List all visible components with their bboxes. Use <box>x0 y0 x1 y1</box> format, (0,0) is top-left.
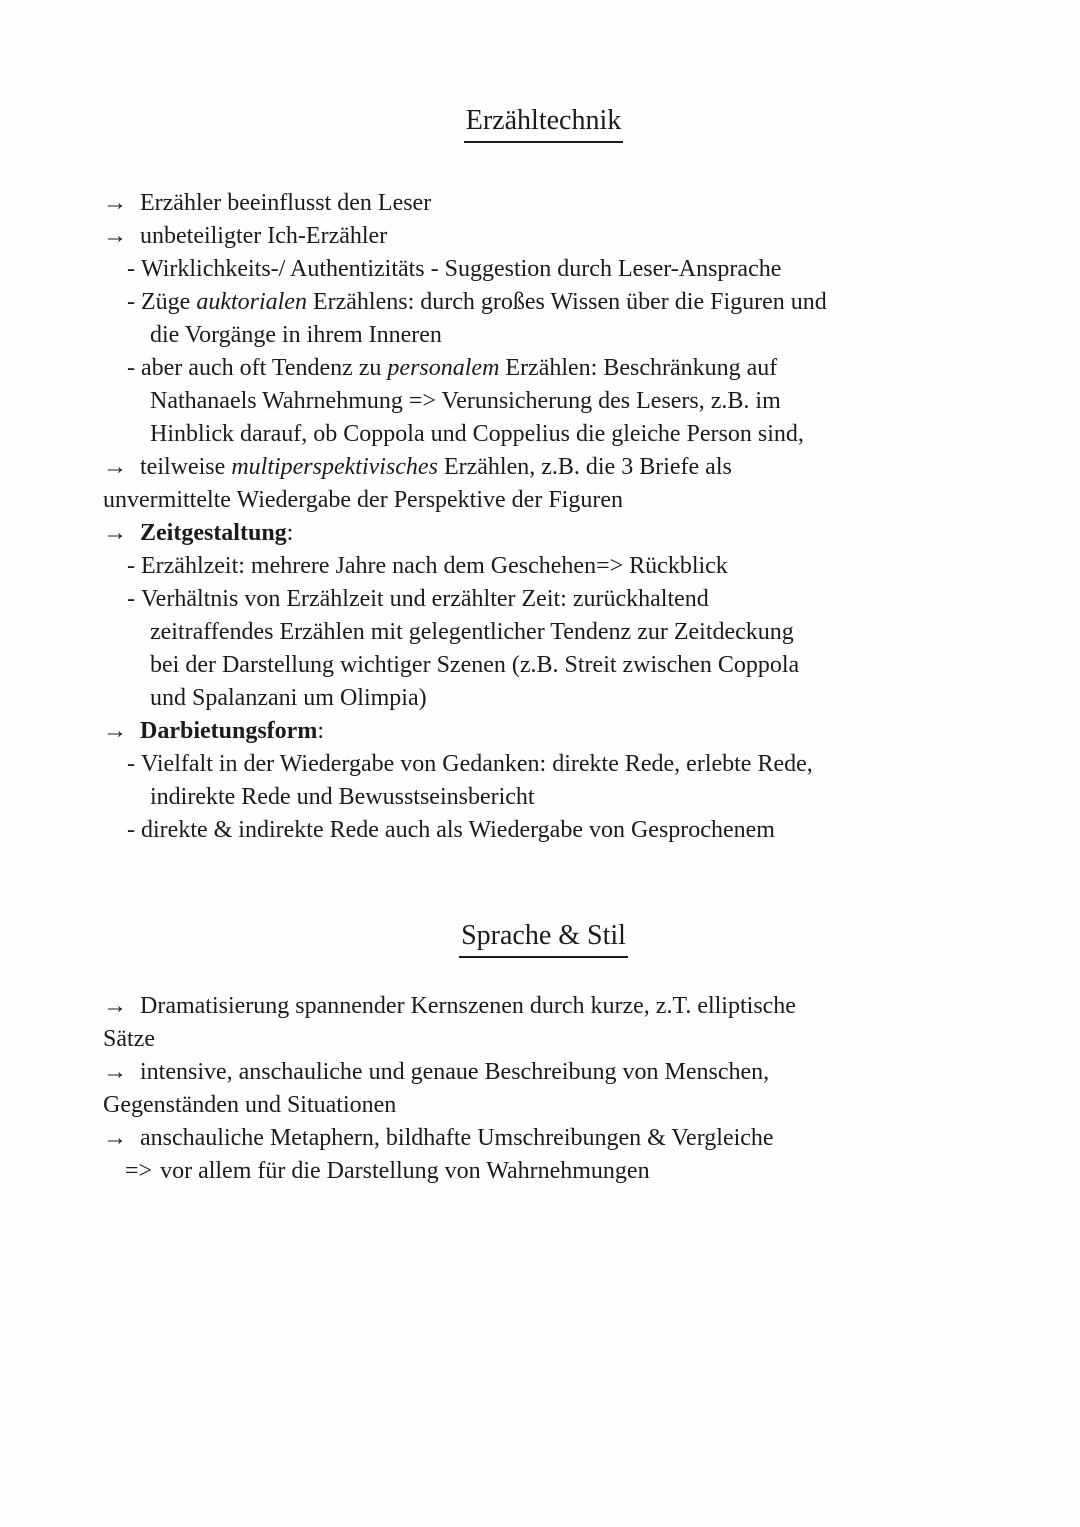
text-line <box>103 616 984 649</box>
text-line <box>103 715 984 748</box>
text-line <box>103 550 984 583</box>
text-line <box>103 748 984 781</box>
text-segment: Hinblick darauf, ob Coppola und Coppelius die gleiche Person sind, <box>150 421 804 447</box>
dash-bullet-icon: - <box>127 751 135 777</box>
heading-text: Sprache & Stil <box>459 917 628 958</box>
text-segment: anschauliche Metaphern, bildhafte Umschreibungen & Vergleiche <box>140 1125 774 1151</box>
text-segment: zeitraffendes Erzählen mit gelegentlicher Tendenz zur Zeitdeckung <box>150 619 794 645</box>
text-line <box>103 418 984 451</box>
dash-bullet-icon: - <box>127 553 135 579</box>
arrow-bullet-icon: → <box>103 454 127 480</box>
text-line <box>103 1089 984 1122</box>
text-segment: Nathanaels Wahrnehmung => Verunsicherung des Lesers, z.B. im <box>150 388 781 414</box>
text-line <box>103 583 984 616</box>
arrow-bullet-icon: → <box>103 718 127 744</box>
text-segment: Dramatisierung spannender Kernszenen durch kurze, z.T. elliptische <box>140 993 796 1019</box>
dash-bullet-icon: - <box>127 355 135 381</box>
text-segment: vor allem für die Darstellung von Wahrnehmungen <box>160 1158 650 1184</box>
text-line <box>103 187 984 220</box>
text-segment: Erzählens: durch großes Wissen über die Figuren und <box>306 289 827 315</box>
text-segment: indirekte Rede und Bewusstseinsbericht <box>150 784 535 810</box>
text-segment: Erzählen: Beschränkung auf <box>499 355 778 381</box>
arrow-bullet-icon: → <box>103 520 127 546</box>
text-segment: Züge <box>141 289 197 315</box>
text-line <box>103 1122 984 1155</box>
text-segment: multiperspektivisches <box>231 454 438 480</box>
text-line <box>103 385 984 418</box>
text-line <box>103 352 984 385</box>
text-segment: Erzählzeit: mehrere Jahre nach dem Geschehen=> Rückblick <box>141 553 728 579</box>
dash-bullet-icon: - <box>127 586 135 612</box>
text-segment: direkte & indirekte Rede auch als Wiedergabe von Gesprochenem <box>141 817 775 843</box>
text-segment: Wirklichkeits-/ Authentizitäts - Suggestion durch Leser-Ansprache <box>141 256 782 282</box>
text-line <box>103 990 984 1023</box>
text-segment: intensive, anschauliche und genaue Beschreibung von Menschen, <box>140 1059 770 1085</box>
arrow-bullet-icon: → <box>103 223 127 249</box>
text-line <box>103 220 984 253</box>
text-line <box>103 1023 984 1056</box>
text-segment: Zeitgestaltung <box>140 520 287 546</box>
text-segment: teilweise <box>140 454 232 480</box>
text-segment: : <box>286 520 294 546</box>
section-erzaehltechnik <box>103 102 984 847</box>
text-segment: Sätze <box>103 1026 155 1052</box>
text-segment: personalem <box>387 355 500 381</box>
text-line <box>103 649 984 682</box>
text-line <box>103 781 984 814</box>
text-line <box>103 682 984 715</box>
text-line <box>103 319 984 352</box>
text-segment: Erzähler beeinflusst den Leser <box>140 190 432 216</box>
text-segment: unbeteiligter Ich-Erzähler <box>140 223 388 249</box>
text-segment: Vielfalt in der Wiedergabe von Gedanken: direkte Rede, erlebte Rede, <box>141 751 813 777</box>
text-segment: unvermittelte Wiedergabe der Perspektive der Figuren <box>103 487 623 513</box>
section-heading-erzaehltechnik <box>103 102 984 143</box>
section-sprache-stil <box>103 917 984 1188</box>
implies-arrow-icon: => <box>125 1158 153 1184</box>
dash-bullet-icon: - <box>127 817 135 843</box>
text-line <box>103 286 984 319</box>
arrow-bullet-icon: → <box>103 1125 127 1151</box>
dash-bullet-icon: - <box>127 256 135 282</box>
text-segment: die Vorgänge in ihrem Inneren <box>150 322 442 348</box>
text-segment: auktorialen <box>196 289 307 315</box>
notes-list-erzaehltechnik <box>103 187 984 847</box>
arrow-bullet-icon: → <box>103 993 127 1019</box>
text-segment: Gegenständen und Situationen <box>103 1092 397 1118</box>
text-segment: Darbietungsform <box>140 718 318 744</box>
text-segment: und Spalanzani um Olimpia) <box>150 685 427 711</box>
text-segment: : <box>317 718 324 744</box>
text-line <box>103 253 984 286</box>
text-line <box>103 814 984 847</box>
text-segment: bei der Darstellung wichtiger Szenen (z.B. Streit zwischen Coppola <box>150 652 800 678</box>
text-segment: Verhältnis von Erzählzeit und erzählter Zeit: zurückhaltend <box>141 586 709 612</box>
arrow-bullet-icon: → <box>103 190 127 216</box>
text-line <box>103 517 984 550</box>
dash-bullet-icon: - <box>127 289 135 315</box>
text-segment: Erzählen, z.B. die 3 Briefe als <box>437 454 732 480</box>
heading-text: Erzähltechnik <box>464 102 623 143</box>
arrow-bullet-icon: → <box>103 1059 127 1085</box>
notes-list-sprache-stil <box>103 990 984 1188</box>
text-line <box>103 451 984 484</box>
text-line <box>103 1155 984 1188</box>
text-line <box>103 1056 984 1089</box>
text-segment: aber auch oft Tendenz zu <box>141 355 388 381</box>
section-heading-sprache-stil <box>103 917 984 958</box>
text-line <box>103 484 984 517</box>
